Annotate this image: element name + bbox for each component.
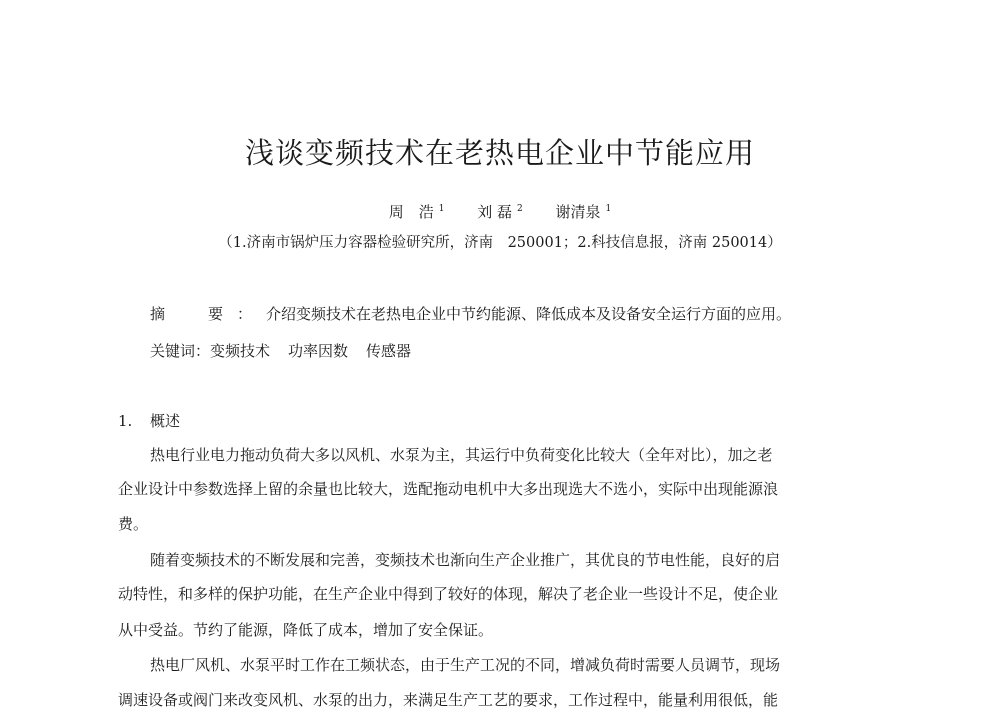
author-name: 刘 磊 bbox=[477, 203, 513, 221]
author-1 bbox=[389, 199, 445, 222]
keywords bbox=[150, 341, 429, 361]
keyword: 传感器 bbox=[366, 342, 412, 360]
author-list bbox=[0, 199, 1000, 222]
section-heading bbox=[118, 411, 180, 431]
paragraph-line: 费。 bbox=[118, 515, 149, 533]
paragraph-line: 企业设计中参数选择上留的余量也比较大，选配拖动电机中大多出现选大不选小，实际中出现能源浪 bbox=[118, 480, 779, 498]
paper-title: 浅谈变频技术在老热电企业中节能应用 bbox=[244, 136, 755, 170]
abstract-label: 摘 要： bbox=[150, 305, 267, 323]
paragraph-line: 从中受益。节约了能源，降低了成本，增加了安全保证。 bbox=[118, 621, 494, 639]
author-affiliation-mark: 1 bbox=[605, 204, 612, 214]
keyword: 功率因数 bbox=[288, 342, 349, 360]
author-2 bbox=[477, 199, 523, 222]
author-name: 周 浩 bbox=[388, 203, 434, 221]
author-affiliation-mark: 2 bbox=[517, 204, 523, 214]
affiliation-line: （1.济南市锅炉压力容器检验研究所，济南 250001；2.科技信息报，济南 250014） bbox=[218, 235, 782, 251]
paragraph-line: 调速设备或阀门来改变风机、水泵的出力，来满足生产工艺的要求，工作过程中，能量利用很低，能 bbox=[118, 691, 779, 709]
abstract-text: 介绍变频技术在老热电企业中节约能源、降低成本及设备安全运行方面的应用。 bbox=[266, 305, 792, 323]
paragraph-line: 随着变频技术的不断发展和完善，变频技术也渐向生产企业推广，其优良的节电性能，良好的启 bbox=[150, 551, 781, 569]
keyword: 变频技术 bbox=[210, 342, 271, 360]
abstract bbox=[150, 304, 791, 324]
author-affiliation-mark: 1 bbox=[438, 204, 445, 214]
paragraph-line: 热电行业电力拖动负荷大多以风机、水泵为主，其运行中负荷变化比较大（全年对比），加之老 bbox=[150, 446, 773, 464]
section-number: 1. bbox=[118, 412, 133, 430]
keywords-label: 关键词： bbox=[150, 342, 211, 360]
section-title: 概述 bbox=[150, 412, 181, 430]
author-3 bbox=[556, 199, 612, 222]
paragraph-line: 热电厂风机、水泵平时工作在工频状态，由于生产工况的不同，增减负荷时需要人员调节，现场 bbox=[150, 656, 781, 674]
paragraph-line: 动特性，和多样的保护功能，在生产企业中得到了较好的体现，解决了老企业一些设计不足，使企业 bbox=[118, 585, 779, 603]
author-name: 谢清泉 bbox=[555, 203, 601, 221]
